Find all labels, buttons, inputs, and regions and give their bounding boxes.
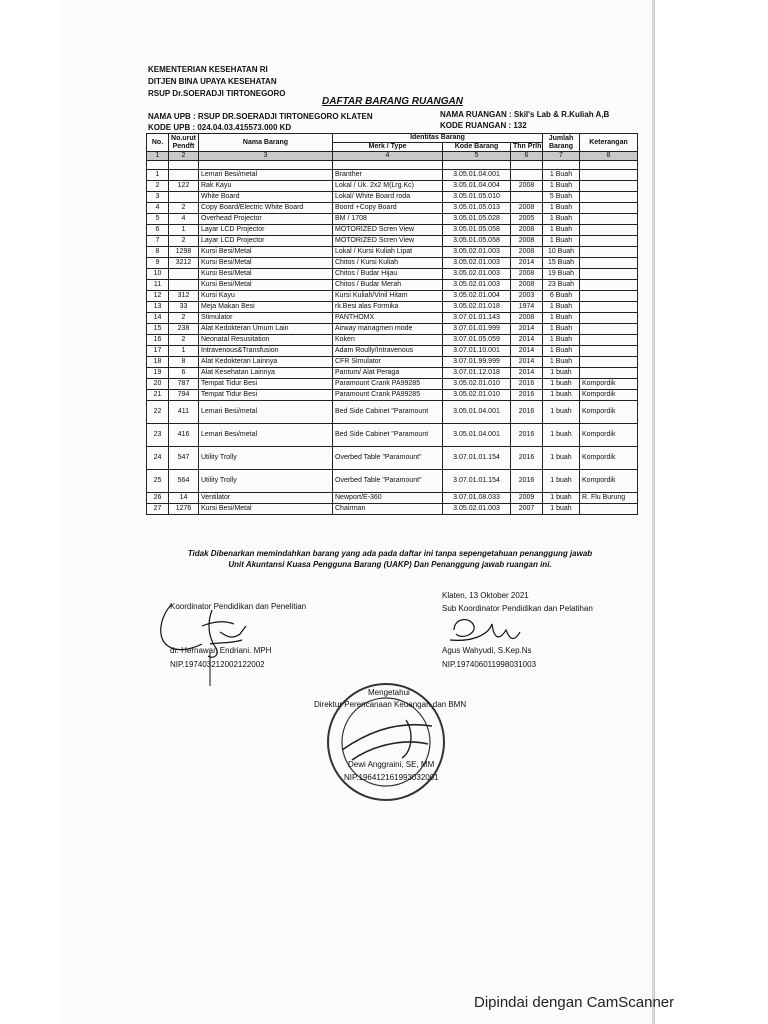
row-merk-type: Newport/E-360 xyxy=(333,493,443,504)
row-merk-type: rk.Besi alas Formika xyxy=(333,302,443,313)
table-row xyxy=(147,346,638,357)
row-kode-barang: 3.05.01.05.058 xyxy=(443,225,511,236)
row-no-urut xyxy=(169,170,199,181)
row-nama-barang: Overhead Projector xyxy=(199,214,333,225)
approval-label: Mengetahui xyxy=(368,688,410,697)
row-merk-type: Chairman xyxy=(333,504,443,515)
row-number: 27 xyxy=(147,504,169,515)
row-nama-barang: Kursi Besi/Metal xyxy=(199,269,333,280)
col-number: 1 xyxy=(147,152,169,161)
row-nama-barang: Intravenous&Transfusion xyxy=(199,346,333,357)
row-jumlah: 5 Buah xyxy=(543,192,580,203)
row-number: 5 xyxy=(147,214,169,225)
row-merk-type: Bed Side Cabinet "Paramount xyxy=(333,424,443,447)
table-row xyxy=(147,335,638,346)
row-number: 16 xyxy=(147,335,169,346)
row-jumlah: 1 Buah xyxy=(543,225,580,236)
row-no-urut: 6 xyxy=(169,368,199,379)
row-merk-type: BM / 1708 xyxy=(333,214,443,225)
row-number: 3 xyxy=(147,192,169,203)
row-nama-barang: Kursi Besi/Metal xyxy=(199,280,333,291)
table-row xyxy=(147,225,638,236)
left-signer-title: Koordinator Pendidikan dan Penelitian xyxy=(170,602,307,611)
inventory-table-body xyxy=(147,170,638,515)
row-no-urut xyxy=(169,280,199,291)
row-tahun: 2014 xyxy=(511,357,543,368)
row-no-urut: 1276 xyxy=(169,504,199,515)
row-no-urut: 1298 xyxy=(169,247,199,258)
row-keterangan: Kompordik xyxy=(580,470,638,493)
row-number: 1 xyxy=(147,170,169,181)
row-merk-type: Airway managmen mode xyxy=(333,324,443,335)
kode-upb: KODE UPB : 024.04.03.415573.000 KD xyxy=(148,123,292,132)
col-header-keterangan: Keterangan xyxy=(580,134,638,152)
right-signer-name: Agus Wahyudi, S.Kep.Ns xyxy=(442,646,532,655)
row-no-urut: 2 xyxy=(169,313,199,324)
col-header-thn-prlh: Thn Prlh xyxy=(511,143,543,152)
table-row xyxy=(147,470,638,493)
row-merk-type: Lokal / Uk. 2x2 M(Lrg.Kc) xyxy=(333,181,443,192)
row-number: 2 xyxy=(147,181,169,192)
col-number: 5 xyxy=(443,152,511,161)
row-number: 4 xyxy=(147,203,169,214)
blank-row xyxy=(147,161,638,170)
row-merk-type: Koken xyxy=(333,335,443,346)
row-no-urut: 411 xyxy=(169,401,199,424)
row-nama-barang: Tempat Tidur Besi xyxy=(199,390,333,401)
col-number: 7 xyxy=(543,152,580,161)
table-row xyxy=(147,324,638,335)
row-tahun: 2007 xyxy=(511,504,543,515)
row-merk-type: Bed Side Cabinet "Paramount xyxy=(333,401,443,424)
row-no-urut xyxy=(169,269,199,280)
row-kode-barang: 3.07.01.01.143 xyxy=(443,313,511,324)
row-no-urut: 794 xyxy=(169,390,199,401)
center-signer-title: Direktur Perencanaan Keuangan dan BMN xyxy=(314,700,467,709)
nama-upb: NAMA UPB : RSUP DR.SOERADJI TIRTONEGORO KLATEN xyxy=(148,112,373,121)
row-tahun: 2016 xyxy=(511,470,543,493)
row-nama-barang: Alat Kesehatan Lainnya xyxy=(199,368,333,379)
row-jumlah: 1 Buah xyxy=(543,214,580,225)
row-kode-barang: 3.07.01.01.154 xyxy=(443,447,511,470)
row-nama-barang: Lemari Besi/metal xyxy=(199,424,333,447)
row-number: 17 xyxy=(147,346,169,357)
row-kode-barang: 3.05.01.05.028 xyxy=(443,214,511,225)
row-number: 24 xyxy=(147,447,169,470)
table-header-row-1 xyxy=(147,134,638,143)
row-no-urut: 2 xyxy=(169,203,199,214)
row-no-urut: 2 xyxy=(169,335,199,346)
org-line-1: KEMENTERIAN KESEHATAN RI xyxy=(148,65,268,74)
notice-line-2: Unit Akuntansi Kuasa Pengguna Barang (UAKP) Dan Penanggung jawab ruangan ini. xyxy=(228,560,552,569)
row-keterangan: Kompordik xyxy=(580,390,638,401)
row-merk-type: Paramount Crank PA99285 xyxy=(333,390,443,401)
row-tahun: 2014 xyxy=(511,335,543,346)
row-nama-barang: Utility Trolly xyxy=(199,470,333,493)
row-keterangan xyxy=(580,504,638,515)
col-header-identitas-barang: Identitas Barang xyxy=(333,134,543,143)
row-no-urut: 4 xyxy=(169,214,199,225)
row-keterangan xyxy=(580,324,638,335)
row-kode-barang: 3.05.02.01.018 xyxy=(443,302,511,313)
col-header-nama-barang: Nama Barang xyxy=(199,134,333,152)
org-line-2: DITJEN BINA UPAYA KESEHATAN xyxy=(148,77,277,86)
table-row xyxy=(147,368,638,379)
row-merk-type: Adam Roully/Intravenous xyxy=(333,346,443,357)
row-keterangan: Kompordik xyxy=(580,447,638,470)
row-number: 12 xyxy=(147,291,169,302)
table-row xyxy=(147,447,638,470)
row-jumlah: 1 Buah xyxy=(543,236,580,247)
row-nama-barang: Kursi Besi/Metal xyxy=(199,258,333,269)
row-kode-barang: 3.05.02.01.003 xyxy=(443,258,511,269)
row-merk-type: Chitos / Budar Hijau xyxy=(333,269,443,280)
row-tahun: 2008 xyxy=(511,236,543,247)
table-row xyxy=(147,390,638,401)
col-header-merk-type: Merk / Type xyxy=(333,143,443,152)
left-signature-mark xyxy=(150,596,270,686)
column-number-row xyxy=(147,152,638,161)
row-jumlah: 1 buah xyxy=(543,401,580,424)
row-keterangan xyxy=(580,181,638,192)
row-number: 23 xyxy=(147,424,169,447)
col-header-no-urut: No.urut Pendft xyxy=(169,134,199,152)
row-kode-barang: 3.05.02.01.010 xyxy=(443,379,511,390)
row-kode-barang: 3.05.01.05.058 xyxy=(443,236,511,247)
document-title: DAFTAR BARANG RUANGAN xyxy=(322,96,463,107)
row-keterangan xyxy=(580,368,638,379)
row-no-urut: 564 xyxy=(169,470,199,493)
row-number: 7 xyxy=(147,236,169,247)
nama-ruangan: NAMA RUANGAN : Skil's Lab & R.Kuliah A,B xyxy=(440,110,610,119)
table-row xyxy=(147,203,638,214)
row-no-urut: 122 xyxy=(169,181,199,192)
table-row xyxy=(147,302,638,313)
row-number: 22 xyxy=(147,401,169,424)
row-number: 13 xyxy=(147,302,169,313)
table-row xyxy=(147,247,638,258)
row-jumlah: 1 Buah xyxy=(543,302,580,313)
col-number: 3 xyxy=(199,152,333,161)
row-tahun: 2009 xyxy=(511,493,543,504)
row-merk-type: Chitos / Kursi Kuliah xyxy=(333,258,443,269)
row-number: 25 xyxy=(147,470,169,493)
row-keterangan xyxy=(580,269,638,280)
row-keterangan xyxy=(580,236,638,247)
row-kode-barang: 3.07.01.08.033 xyxy=(443,493,511,504)
row-tahun: 2016 xyxy=(511,379,543,390)
table-row xyxy=(147,214,638,225)
row-tahun: 2008 xyxy=(511,313,543,324)
row-no-urut: 312 xyxy=(169,291,199,302)
row-nama-barang: Kursi Kayu xyxy=(199,291,333,302)
row-nama-barang: Copy Board/Electric White Board xyxy=(199,203,333,214)
row-keterangan xyxy=(580,335,638,346)
row-no-urut: 1 xyxy=(169,225,199,236)
row-number: 18 xyxy=(147,357,169,368)
row-tahun: 2008 xyxy=(511,269,543,280)
row-jumlah: 10 Buah xyxy=(543,247,580,258)
row-jumlah: 1 Buah xyxy=(543,324,580,335)
row-jumlah: 1 buah xyxy=(543,379,580,390)
row-tahun: 1974 xyxy=(511,302,543,313)
row-nama-barang: White Board xyxy=(199,192,333,203)
row-keterangan xyxy=(580,313,638,324)
signing-date: Klaten, 13 Oktober 2021 xyxy=(442,591,529,600)
row-no-urut xyxy=(169,192,199,203)
row-merk-type: Overbed Table "Paramount" xyxy=(333,447,443,470)
row-tahun: 2016 xyxy=(511,447,543,470)
row-keterangan xyxy=(580,291,638,302)
row-kode-barang: 3.07.01.99.999 xyxy=(443,357,511,368)
row-kode-barang: 3.05.02.01.003 xyxy=(443,269,511,280)
row-keterangan: R. Flu Burung xyxy=(580,493,638,504)
row-jumlah: 1 Buah xyxy=(543,346,580,357)
right-signer-title: Sub Koordinator Pendidikan dan Pelatihan xyxy=(442,604,593,613)
row-jumlah: 1 buah xyxy=(543,424,580,447)
row-tahun: 2008 xyxy=(511,280,543,291)
col-number: 2 xyxy=(169,152,199,161)
left-signer-nip: NIP.197403212002122002 xyxy=(170,660,265,669)
row-jumlah: 1 Buah xyxy=(543,313,580,324)
row-merk-type: PANTHOMX xyxy=(333,313,443,324)
row-nama-barang: Kursi Besi/Metal xyxy=(199,504,333,515)
row-nama-barang: Rak Kayu xyxy=(199,181,333,192)
row-kode-barang: 3.07.01.01.999 xyxy=(443,324,511,335)
row-jumlah: 19 Buah xyxy=(543,269,580,280)
row-merk-type: Lokal/ White Board roda xyxy=(333,192,443,203)
table-row xyxy=(147,280,638,291)
row-kode-barang: 3.05.01.04.001 xyxy=(443,424,511,447)
row-merk-type: MOTORIZED Scren View xyxy=(333,225,443,236)
row-no-urut: 238 xyxy=(169,324,199,335)
row-merk-type: Lokal / Kursi Kuliah Lipat xyxy=(333,247,443,258)
row-tahun: 2016 xyxy=(511,390,543,401)
row-kode-barang: 3.07.01.10.001 xyxy=(443,346,511,357)
row-kode-barang: 3.05.02.01.010 xyxy=(443,390,511,401)
inventory-table xyxy=(146,133,638,515)
row-tahun: 2005 xyxy=(511,214,543,225)
row-number: 11 xyxy=(147,280,169,291)
row-merk-type: CFR Simulator xyxy=(333,357,443,368)
row-jumlah: 6 Buah xyxy=(543,291,580,302)
row-nama-barang: Tempat Tidur Besi xyxy=(199,379,333,390)
row-kode-barang: 3.05.01.04.001 xyxy=(443,401,511,424)
row-number: 15 xyxy=(147,324,169,335)
row-tahun: 2014 xyxy=(511,258,543,269)
org-line-3: RSUP Dr.SOERADJI TIRTONEGORO xyxy=(148,89,286,98)
row-keterangan xyxy=(580,192,638,203)
row-keterangan: Kompordik xyxy=(580,424,638,447)
row-kode-barang: 3.05.01.05.013 xyxy=(443,203,511,214)
row-tahun: 2008 xyxy=(511,181,543,192)
row-keterangan xyxy=(580,280,638,291)
row-jumlah: 1 Buah xyxy=(543,203,580,214)
row-number: 21 xyxy=(147,390,169,401)
row-keterangan: Kompordik xyxy=(580,401,638,424)
row-kode-barang: 3.07.01.01.154 xyxy=(443,470,511,493)
row-kode-barang: 3.07.01.12.018 xyxy=(443,368,511,379)
row-kode-barang: 3.07.01.05.059 xyxy=(443,335,511,346)
row-merk-type: Kursi Kuliah/Vinil Hitam xyxy=(333,291,443,302)
row-number: 26 xyxy=(147,493,169,504)
table-row xyxy=(147,236,638,247)
row-no-urut: 1 xyxy=(169,346,199,357)
row-number: 9 xyxy=(147,258,169,269)
left-signer-name: dr. Hernawan Endriani. MPH xyxy=(170,646,272,655)
row-no-urut: 14 xyxy=(169,493,199,504)
page-fold-line xyxy=(652,0,654,1024)
row-tahun: 2014 xyxy=(511,368,543,379)
row-keterangan xyxy=(580,258,638,269)
row-tahun: 2008 xyxy=(511,247,543,258)
row-no-urut: 787 xyxy=(169,379,199,390)
row-nama-barang: Lemari Besi/metal xyxy=(199,401,333,424)
row-nama-barang: Neonatal Resusitation xyxy=(199,335,333,346)
table-row xyxy=(147,291,638,302)
table-row xyxy=(147,258,638,269)
table-row xyxy=(147,424,638,447)
row-jumlah: 1 Buah xyxy=(543,170,580,181)
row-no-urut: 8 xyxy=(169,357,199,368)
notice-line-1: Tidak Dibenarkan memindahkan barang yang ada pada daftar ini tanpa sepengetahuan penanggung jawab xyxy=(187,549,593,558)
center-signer-name: Dewi Anggraini, SE, MM xyxy=(348,760,435,769)
row-tahun: 2014 xyxy=(511,346,543,357)
row-keterangan xyxy=(580,225,638,236)
row-keterangan xyxy=(580,214,638,225)
row-jumlah: 1 buah xyxy=(543,447,580,470)
row-no-urut: 33 xyxy=(169,302,199,313)
row-number: 19 xyxy=(147,368,169,379)
row-keterangan xyxy=(580,170,638,181)
right-signature-mark xyxy=(440,610,530,650)
row-keterangan xyxy=(580,247,638,258)
col-number: 6 xyxy=(511,152,543,161)
row-tahun: 2008 xyxy=(511,203,543,214)
row-jumlah: 23 Buah xyxy=(543,280,580,291)
row-nama-barang: Meja Makan Besi xyxy=(199,302,333,313)
table-row xyxy=(147,504,638,515)
table-row xyxy=(147,401,638,424)
center-signer-nip: NIP.196412161993032001 xyxy=(344,773,439,782)
row-number: 14 xyxy=(147,313,169,324)
row-merk-type: Overbed Table "Paramount" xyxy=(333,470,443,493)
row-jumlah: 1 Buah xyxy=(543,181,580,192)
row-jumlah: 1 buah xyxy=(543,493,580,504)
table-row xyxy=(147,181,638,192)
col-number: 8 xyxy=(580,152,638,161)
row-keterangan xyxy=(580,346,638,357)
row-merk-type: Boord +Copy Board xyxy=(333,203,443,214)
row-kode-barang: 3.05.02.01.004 xyxy=(443,291,511,302)
row-kode-barang: 3.05.02.01.003 xyxy=(443,280,511,291)
row-kode-barang: 3.05.02.01.003 xyxy=(443,247,511,258)
row-jumlah: 1 Buah xyxy=(543,335,580,346)
row-nama-barang: Alat Kedokteran Umum Lain xyxy=(199,324,333,335)
col-header-kode-barang: Kode Barang xyxy=(443,143,511,152)
row-kode-barang: 3.05.01.05.010 xyxy=(443,192,511,203)
col-header-no: No. xyxy=(147,134,169,152)
col-header-jumlah: Jumlah Barang xyxy=(543,134,580,152)
row-nama-barang: Stimulator xyxy=(199,313,333,324)
row-kode-barang: 3.05.02.01.003 xyxy=(443,504,511,515)
row-jumlah: 1 buah xyxy=(543,390,580,401)
row-nama-barang: Utility Trolly xyxy=(199,447,333,470)
organization-header xyxy=(148,64,286,100)
table-row xyxy=(147,192,638,203)
official-stamp xyxy=(322,680,452,805)
row-jumlah: 1 buah xyxy=(543,504,580,515)
scanner-watermark: Dipindai dengan CamScanner xyxy=(474,994,675,1011)
row-merk-type: Paramount Crank PA99285 xyxy=(333,379,443,390)
row-jumlah: 1 buah xyxy=(543,368,580,379)
row-nama-barang: Lemari Besi/metal xyxy=(199,170,333,181)
row-merk-type: Pantum/ Alat Peraga xyxy=(333,368,443,379)
row-number: 10 xyxy=(147,269,169,280)
row-kode-barang: 3.05.01.04.004 xyxy=(443,181,511,192)
row-nama-barang: Layar LCD Projector xyxy=(199,225,333,236)
row-tahun: 2014 xyxy=(511,324,543,335)
row-tahun xyxy=(511,170,543,181)
row-keterangan xyxy=(580,203,638,214)
row-tahun: 2008 xyxy=(511,225,543,236)
kode-ruangan: KODE RUANGAN : 132 xyxy=(440,121,527,130)
row-no-urut: 2 xyxy=(169,236,199,247)
row-jumlah: 1 Buah xyxy=(543,357,580,368)
row-no-urut: 416 xyxy=(169,424,199,447)
row-kode-barang: 3.05.01.04.001 xyxy=(443,170,511,181)
row-keterangan xyxy=(580,357,638,368)
table-row xyxy=(147,170,638,181)
row-no-urut: 547 xyxy=(169,447,199,470)
row-merk-type: Chitos / Budar Merah xyxy=(333,280,443,291)
col-number: 4 xyxy=(333,152,443,161)
row-nama-barang: Layar LCD Projector xyxy=(199,236,333,247)
table-row xyxy=(147,493,638,504)
table-row xyxy=(147,313,638,324)
right-signer-nip: NIP.197406011998031003 xyxy=(442,660,537,669)
row-jumlah: 15 Buah xyxy=(543,258,580,269)
row-keterangan xyxy=(580,302,638,313)
row-merk-type: MOTORIZED Scren View xyxy=(333,236,443,247)
row-jumlah: 1 buah xyxy=(543,470,580,493)
row-number: 8 xyxy=(147,247,169,258)
row-number: 20 xyxy=(147,379,169,390)
row-nama-barang: Ventilator xyxy=(199,493,333,504)
row-nama-barang: Kursi Besi/Metal xyxy=(199,247,333,258)
table-row xyxy=(147,269,638,280)
table-row xyxy=(147,379,638,390)
row-keterangan: Kompordik xyxy=(580,379,638,390)
row-nama-barang: Alat Kedokteran Lainnya xyxy=(199,357,333,368)
row-tahun xyxy=(511,192,543,203)
row-merk-type: Branther xyxy=(333,170,443,181)
row-tahun: 2003 xyxy=(511,291,543,302)
row-number: 6 xyxy=(147,225,169,236)
row-no-urut: 3212 xyxy=(169,258,199,269)
table-row xyxy=(147,357,638,368)
row-tahun: 2016 xyxy=(511,401,543,424)
row-tahun: 2016 xyxy=(511,424,543,447)
